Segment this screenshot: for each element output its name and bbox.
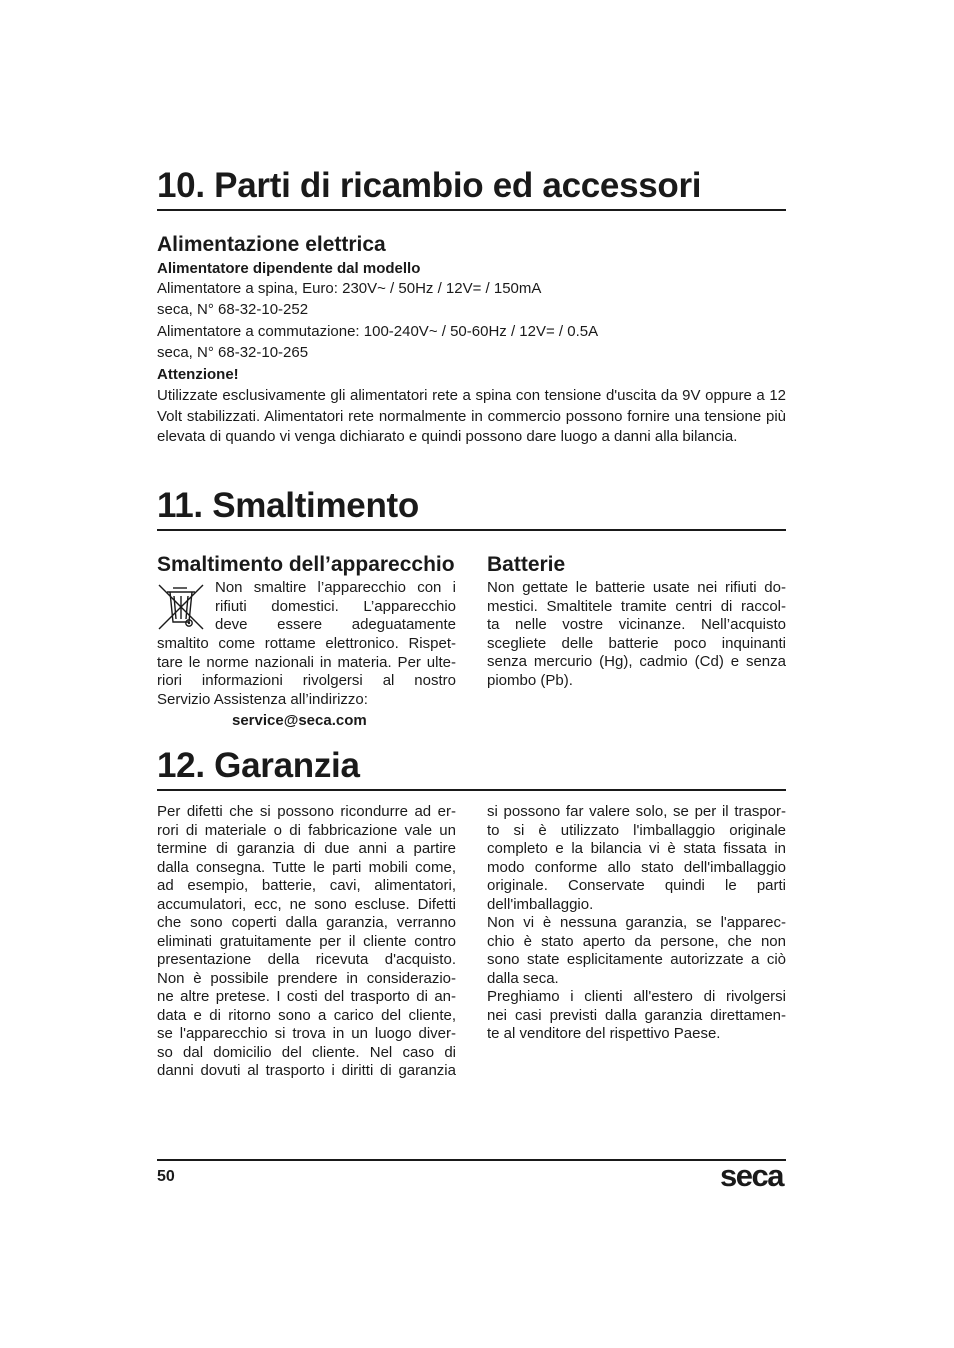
page-number: 50: [157, 1168, 175, 1185]
power-supply-heading: Alimentazione elettrica: [157, 233, 386, 256]
warranty-paragraph-2: Non vi è nessuna garanzia, se l'apparec- chio è stato aperto da persone, che non sono state esplicitamente autorizzate a ciò dalla seca.: [487, 914, 786, 987]
switching-adapter-spec: Alimentatore a commutazione: 100-240V~ / 50-60Hz / 12V= / 0.5A: [157, 323, 599, 340]
service-email-link[interactable]: service@seca.com: [232, 712, 367, 729]
batteries-text: Non gettate le batterie usate nei rifiuti do- mestici. Smaltitele tramite centri di raccol- ta nelle vostre vicinanze. Nell’acquisto scegliete delle batterie poco inquinanti senza mercurio (Hg), cadmio (Cd) e senza piombo (Pb).: [487, 579, 786, 689]
batteries-heading: Batterie: [487, 553, 566, 576]
footer-rule: [157, 1159, 786, 1161]
device-disposal-heading: Smaltimento dell’apparecchio: [157, 553, 455, 576]
section-12-rule: [157, 789, 786, 791]
plug-adapter-spec: Alimentatore a spina, Euro: 230V~ / 50Hz / 12V= / 150mA: [157, 280, 542, 297]
section-11-title: 11. Smaltimento: [157, 486, 419, 525]
switching-adapter-part-number: seca, N° 68-32-10-265: [157, 344, 309, 361]
warranty-paragraph-1: si possono far valere solo, se per il traspor- to si è utilizzato l'imballaggio originale completo e la bilancia vi è stata fissata in modo conforme allo stato dell'imballaggio originale. Conservate quindi le parti dell'imballaggio.: [487, 803, 786, 913]
device-disposal-text: smaltito come rottame elettronico. Rispet- tare le norme nazionali in materia. Per ulte- riori informazioni rivolgersi al nostro Servizio Assistenza all’indirizzo:: [157, 635, 456, 708]
warranty-paragraph-3: Preghiamo i clienti all'estero di rivolgersi nei casi previsti dalla garanzia direttamen- te al venditore del rispettivo Paese.: [487, 988, 786, 1042]
warranty-text-left: Per difetti che si possono ricondurre ad er- rori di materiale o di fabbricazione vale un termine di garanzia di due anni a partire dalla consegna. Tutte le parti mobili come, ad esempio, batterie, cavi, alimentatori, accumulatori, ecc, ne sono escluse. Difetti che sono coperti dalla garanzia, verranno eliminati gratuitamente per il cliente contro presentazione della ricevuta d'acquisto. Non è possibile prendere in considerazio- ne altre pretese. I costi del trasporto di an- data e di ritorno sono a carico del cliente, se l'apparecchio si trova in un luogo diver- so dal domicilio del cliente. Nel caso di danni dovuti al trasporto i diritti di garanzia: [157, 803, 456, 1079]
warning-label: Attenzione!: [157, 366, 239, 383]
warranty-text-right: [487, 803, 786, 1044]
plug-adapter-part-number: seca, N° 68-32-10-252: [157, 301, 309, 318]
section-10-title: 10. Parti di ricambio ed accessori: [157, 166, 702, 205]
seca-logo: seca: [720, 1158, 783, 1193]
section-12-title: 12. Garanzia: [157, 746, 360, 785]
model-dependent-label: Alimentatore dipendente dal modello: [157, 260, 421, 277]
crossed-out-bin-icon: [157, 582, 205, 632]
section-11-rule: [157, 529, 786, 531]
section-10-rule: [157, 209, 786, 211]
device-disposal-text-top: Non smaltire l’apparecchio con i rifiuti domestici. L’apparecchio deve essere adeguatamente: [215, 579, 456, 633]
warning-text: Utilizzate esclusivamente gli alimentatori rete a spina con tensione d'uscita da 9V oppure a 12 Volt stabilizzati. Alimentatori rete normalmente in commercio possono fornire una tensione più elevata di quando vi venga dichiarato e quindi possono dare luogo a danni alla bilancia.: [157, 387, 786, 445]
